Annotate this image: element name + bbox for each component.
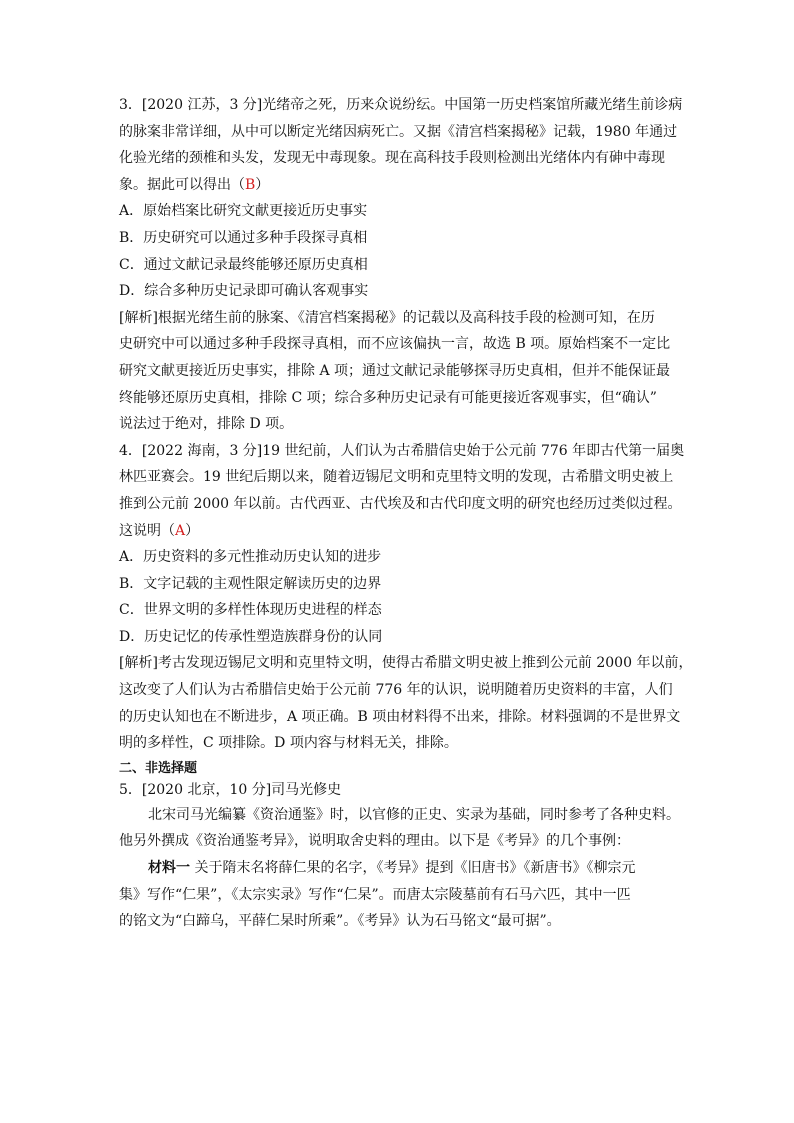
question-4-prompt: 这说明（ <box>119 522 175 539</box>
question-3-stem-line-3: 化验光绪的颈椎和头发，发现无中毒现象。现在高科技手段则检测出光绪体内有砷中毒现 <box>119 150 665 167</box>
section-heading-non-choice: 二、非选择题 <box>119 760 198 776</box>
question-3-answer: B <box>245 176 256 193</box>
question-5-intro-line-2: 他另外撰成《资治通鉴考异》，说明取舍史料的理由。以下是《考异》的几个事例： <box>119 833 630 850</box>
question-4-option-c: C．世界文明的多样性体现历史进程的样态 <box>119 602 382 619</box>
question-3-analysis-line-4: 终能够还原历史真相，排除 C 项；综合多种历史记录有可能更接近客观事实，但“确认” <box>119 389 657 406</box>
question-3-option-b: B．历史研究可以通过多种手段探寻真相 <box>119 229 368 246</box>
material-1-label: 材料一 <box>148 860 190 877</box>
question-3-paren-close: ） <box>255 176 270 193</box>
question-3 <box>119 92 683 438</box>
question-4 <box>119 438 693 757</box>
question-3-option-c: C．通过文献记录最终能够还原历史真相 <box>119 256 368 273</box>
material-1-text-1: 关于隋末名将薛仁果的名字，《考异》提到《旧唐书》《新唐书》《柳宗元 <box>190 860 636 877</box>
question-3-analysis-line-1: [解析]根据光绪生前的脉案、《清宫档案揭秘》的记载以及高科技手段的检测可知，在历 <box>119 309 655 326</box>
question-4-option-a: A．历史资料的多元性推动历史认知的进步 <box>119 549 382 566</box>
question-5 <box>119 779 679 935</box>
question-3-analysis-line-2: 史研究中可以通过多种手段探寻真相，而不应该偏执一言，故选 B 项。原始档案不一定比 <box>119 336 671 353</box>
question-4-analysis-line-4: 明的多样性，C 项排除。D 项内容与材料无关，排除。 <box>119 735 458 752</box>
question-4-analysis-line-3: 的历史认知也在不断进步，A 项正确。B 项由材料得不出来，排除。材料强调的不是世界文 <box>119 708 681 725</box>
question-3-stem-line-1: 3．[2020 江苏，3 分]光绪帝之死，历来众说纷纭。中国第一历史档案馆所藏光绪生前诊病 <box>119 97 683 113</box>
question-3-stem-line-2: 的脉案非常详细，从中可以断定光绪因病死亡。又据《清宫档案揭秘》记载，1980 年通过 <box>119 123 678 140</box>
question-4-analysis-line-2: 这改变了人们认为古希腊信史始于公元前 776 年的认识，说明随着历史资料的丰富，人们 <box>119 682 673 699</box>
document-page <box>119 92 693 935</box>
question-4-answer: A <box>175 522 186 539</box>
question-4-paren-close: ） <box>185 522 200 539</box>
question-3-stem-line-4 <box>119 172 679 199</box>
question-5-material-line-2: 集》写作“仁果”，《太宗实录》写作“仁杲”。而唐太宗陵墓前有石马六匹，其中一匹 <box>119 886 631 903</box>
question-3-analysis-line-5: 说法过于绝对，排除 D 项。 <box>119 416 294 433</box>
question-4-stem-line-3: 推到公元前 2000 年以前。古代西亚、古代埃及和古代印度文明的研究也经历过类似过程。 <box>119 495 682 512</box>
question-3-option-a: A．原始档案比研究文献更接近历史事实 <box>119 203 368 220</box>
question-4-option-d: D．历史记忆的传承性塑造族群身份的认同 <box>119 628 383 645</box>
question-3-option-d: D．综合多种历史记录即可确认客观事实 <box>119 283 369 300</box>
question-5-material-line-1 <box>119 855 679 882</box>
question-3-prompt: 象。据此可以得出（ <box>119 176 245 193</box>
question-5-title: 5．[2020 北京，10 分]司马光修史 <box>119 781 342 798</box>
question-4-stem-line-1: 4．[2022 海南，3 分]19 世纪前，人们认为古希腊信史始于公元前 776 年即古代第一届奥 <box>119 442 685 459</box>
question-5-intro-line-1: 北宋司马光编纂《资治通鉴》时，以官修的正史、实录为基础，同时参考了各种史料。 <box>148 806 680 823</box>
question-4-stem-line-2: 林匹亚赛会。19 世纪后期以来，随着迈锡尼文明和克里特文明的发现，古希腊文明史被上 <box>119 469 674 486</box>
question-4-analysis-line-1: [解析]考古发现迈锡尼文明和克里特文明，使得古希腊文明史被上推到公元前 2000 年以前， <box>119 655 693 672</box>
question-4-option-b: B．文字记载的主观性限定解读历史的边界 <box>119 575 382 592</box>
question-5-material-line-3: 的铭文为“白蹄乌，平薛仁杲时所乘”。《考异》认为石马铭文“最可据”。 <box>119 913 561 930</box>
question-3-analysis-line-3: 研究文献更接近历史事实，排除 A 项；通过文献记录能够探寻历史真相，但并不能保证最 <box>119 362 671 379</box>
question-4-stem-line-4 <box>119 518 679 545</box>
